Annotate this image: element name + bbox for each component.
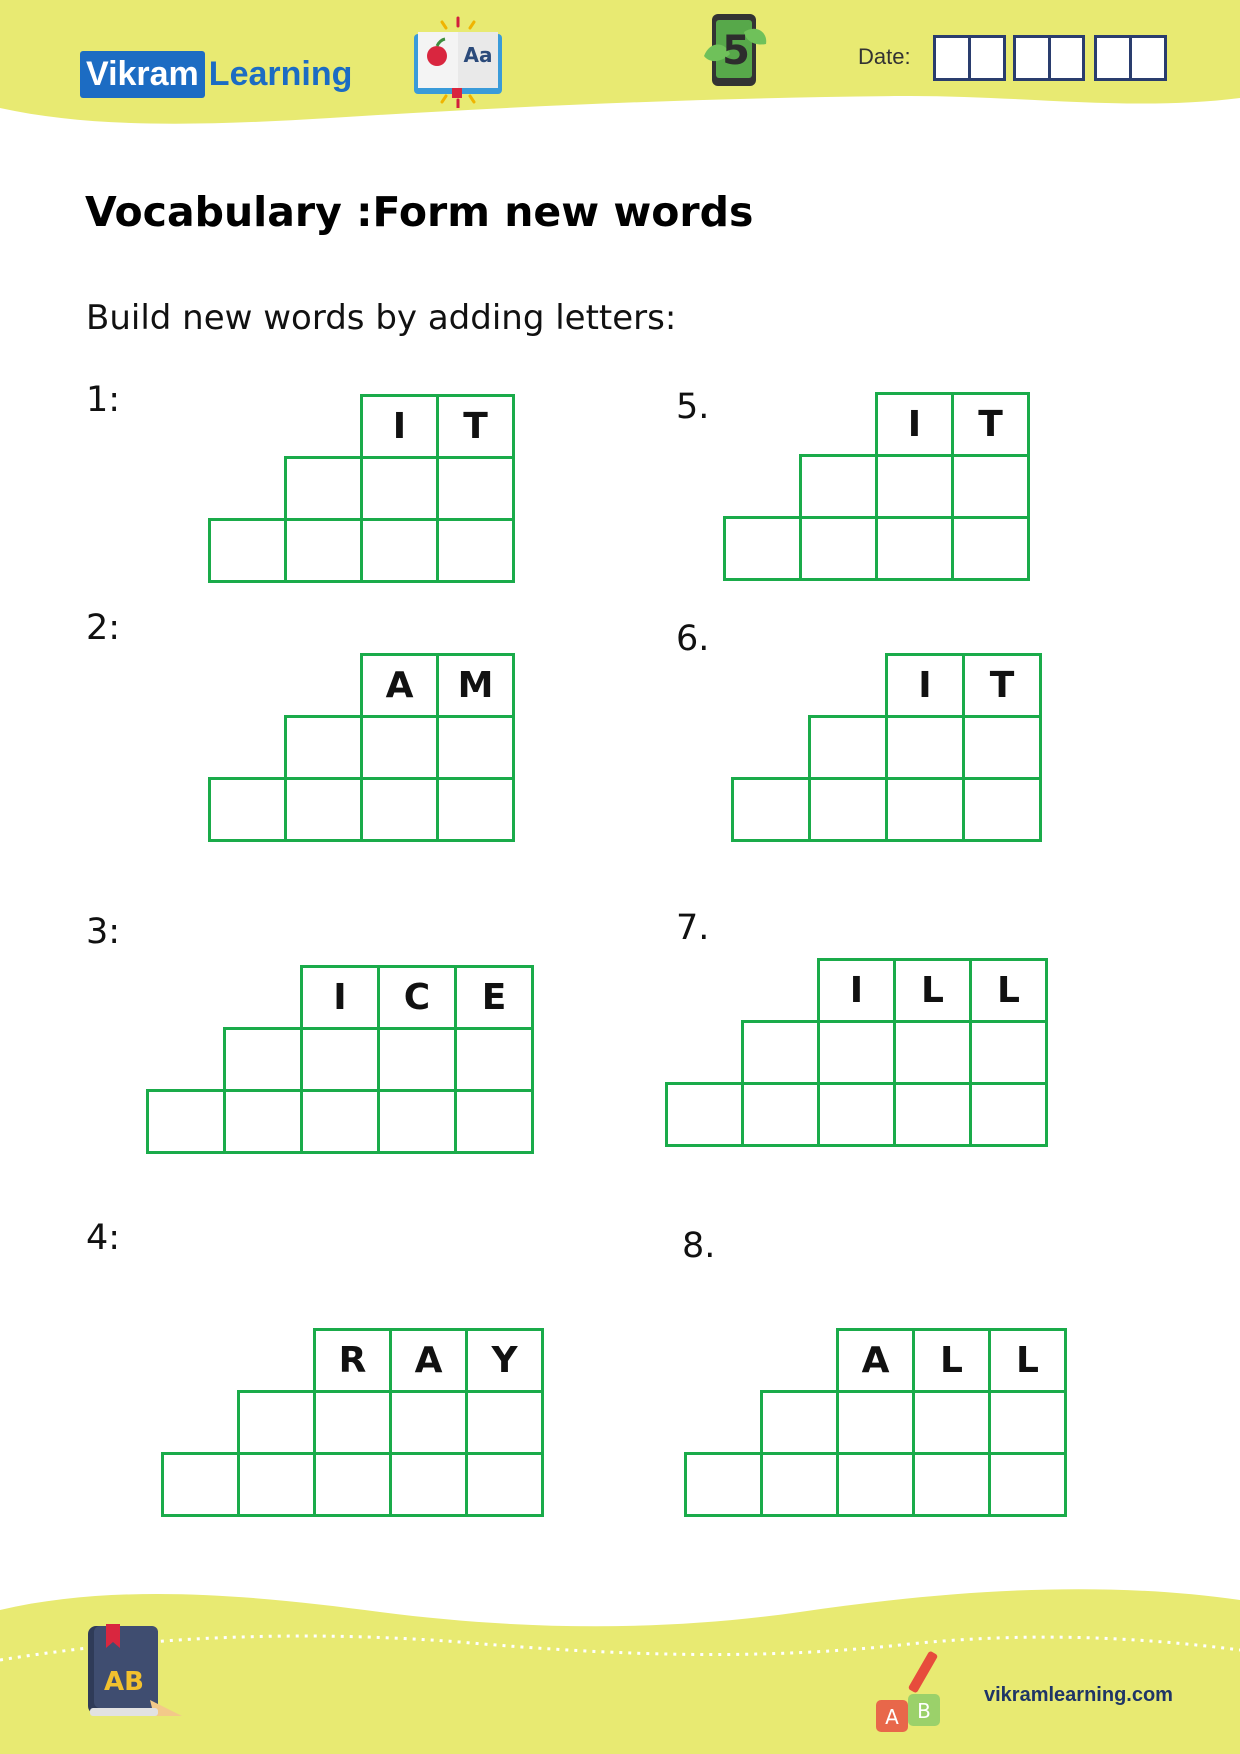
block-a-letter: A bbox=[885, 1705, 899, 1729]
brand-part2: Learning bbox=[208, 55, 353, 93]
q6-answer-cell[interactable] bbox=[962, 715, 1042, 780]
q4-answer-cell[interactable] bbox=[389, 1390, 468, 1455]
question-3-label: 3: bbox=[86, 912, 121, 952]
q7-answer-cell[interactable] bbox=[741, 1020, 820, 1085]
q2-answer-cell[interactable] bbox=[208, 777, 287, 842]
q6-answer-cell[interactable] bbox=[962, 777, 1042, 842]
book-ab-text: AB bbox=[104, 1667, 144, 1697]
question-1-label: 1: bbox=[86, 380, 121, 420]
q5-answer-cell[interactable] bbox=[875, 516, 954, 581]
q8-answer-cell[interactable] bbox=[988, 1390, 1067, 1455]
q4-answer-cell[interactable] bbox=[465, 1390, 544, 1455]
q3-answer-cell[interactable] bbox=[377, 1089, 457, 1154]
q8-answer-cell[interactable] bbox=[836, 1390, 915, 1455]
q6-answer-cell[interactable] bbox=[885, 777, 965, 842]
q4-answer-cell[interactable] bbox=[465, 1452, 544, 1517]
q1-answer-cell[interactable] bbox=[284, 456, 363, 521]
q4-answer-cell[interactable] bbox=[161, 1452, 240, 1517]
q8-answer-cell[interactable] bbox=[912, 1452, 991, 1517]
q2-answer-cell[interactable] bbox=[360, 777, 439, 842]
book-apple-icon bbox=[412, 16, 512, 108]
q5-answer-cell[interactable] bbox=[951, 454, 1030, 519]
q7-answer-cell[interactable] bbox=[817, 1020, 896, 1085]
q8-answer-cell[interactable] bbox=[912, 1390, 991, 1455]
question-7-label: 7. bbox=[676, 908, 710, 948]
q6-answer-cell[interactable] bbox=[731, 777, 811, 842]
q1-answer-cell[interactable] bbox=[436, 456, 515, 521]
website-link[interactable]: vikramlearning.com bbox=[984, 1684, 1173, 1706]
q7-answer-cell[interactable] bbox=[893, 1020, 972, 1085]
date-field-month[interactable] bbox=[1013, 35, 1085, 81]
question-4-label: 4: bbox=[86, 1218, 121, 1258]
q6-answer-cell[interactable] bbox=[885, 715, 965, 780]
q3-given-letter: C bbox=[377, 965, 457, 1030]
q7-answer-cell[interactable] bbox=[969, 1082, 1048, 1147]
q8-answer-cell[interactable] bbox=[836, 1452, 915, 1517]
brand-part1: Vikram bbox=[80, 51, 205, 98]
q5-answer-cell[interactable] bbox=[951, 516, 1030, 581]
q2-given-letter: A bbox=[360, 653, 439, 718]
q5-given-letter: T bbox=[951, 392, 1030, 457]
q7-answer-cell[interactable] bbox=[817, 1082, 896, 1147]
q7-given-letter: L bbox=[893, 958, 972, 1023]
q3-answer-cell[interactable] bbox=[300, 1027, 380, 1092]
q3-answer-cell[interactable] bbox=[146, 1089, 226, 1154]
page-title: Vocabulary :Form new words bbox=[85, 188, 754, 236]
q6-answer-cell[interactable] bbox=[808, 715, 888, 780]
q2-answer-cell[interactable] bbox=[436, 777, 515, 842]
question-8-label: 8. bbox=[682, 1226, 716, 1266]
ab-blocks-icon bbox=[874, 1648, 954, 1734]
q2-answer-cell[interactable] bbox=[360, 715, 439, 780]
book-ab-icon bbox=[84, 1620, 188, 1724]
q8-given-letter: L bbox=[988, 1328, 1067, 1393]
block-b-letter: B bbox=[917, 1699, 931, 1723]
q2-answer-cell[interactable] bbox=[284, 777, 363, 842]
q8-answer-cell[interactable] bbox=[684, 1452, 763, 1517]
q4-given-letter: R bbox=[313, 1328, 392, 1393]
q3-answer-cell[interactable] bbox=[454, 1089, 534, 1154]
q4-answer-cell[interactable] bbox=[389, 1452, 468, 1517]
q7-answer-cell[interactable] bbox=[665, 1082, 744, 1147]
question-2-label: 2: bbox=[86, 608, 121, 648]
q7-given-letter: I bbox=[817, 958, 896, 1023]
q6-given-letter: I bbox=[885, 653, 965, 718]
q4-answer-cell[interactable] bbox=[313, 1390, 392, 1455]
date-field-day[interactable] bbox=[933, 35, 1006, 81]
q1-answer-cell[interactable] bbox=[208, 518, 287, 583]
q3-answer-cell[interactable] bbox=[223, 1089, 303, 1154]
q7-given-letter: L bbox=[969, 958, 1048, 1023]
brand-logo bbox=[80, 51, 352, 98]
q3-answer-cell[interactable] bbox=[300, 1089, 380, 1154]
q1-given-letter: T bbox=[436, 394, 515, 459]
q5-answer-cell[interactable] bbox=[875, 454, 954, 519]
q1-given-letter: I bbox=[360, 394, 439, 459]
date-label: Date: bbox=[858, 44, 911, 69]
q2-answer-cell[interactable] bbox=[436, 715, 515, 780]
q4-answer-cell[interactable] bbox=[237, 1452, 316, 1517]
date-field-year[interactable] bbox=[1094, 35, 1167, 81]
q8-given-letter: L bbox=[912, 1328, 991, 1393]
grade-number: 5 bbox=[722, 28, 750, 74]
q6-answer-cell[interactable] bbox=[808, 777, 888, 842]
q8-answer-cell[interactable] bbox=[760, 1390, 839, 1455]
q7-answer-cell[interactable] bbox=[741, 1082, 820, 1147]
q5-answer-cell[interactable] bbox=[799, 454, 878, 519]
question-6-label: 6. bbox=[676, 619, 710, 659]
q8-answer-cell[interactable] bbox=[988, 1452, 1067, 1517]
q8-answer-cell[interactable] bbox=[760, 1452, 839, 1517]
q2-given-letter: M bbox=[436, 653, 515, 718]
q4-given-letter: Y bbox=[465, 1328, 544, 1393]
q4-answer-cell[interactable] bbox=[313, 1452, 392, 1517]
q3-given-letter: E bbox=[454, 965, 534, 1030]
q5-answer-cell[interactable] bbox=[799, 516, 878, 581]
q3-answer-cell[interactable] bbox=[377, 1027, 457, 1092]
q1-answer-cell[interactable] bbox=[360, 456, 439, 521]
q7-answer-cell[interactable] bbox=[893, 1082, 972, 1147]
q3-given-letter: I bbox=[300, 965, 380, 1030]
q2-answer-cell[interactable] bbox=[284, 715, 363, 780]
q1-answer-cell[interactable] bbox=[360, 518, 439, 583]
q3-answer-cell[interactable] bbox=[454, 1027, 534, 1092]
q1-answer-cell[interactable] bbox=[436, 518, 515, 583]
instruction-text: Build new words by adding letters: bbox=[86, 298, 677, 338]
book-icon-text: Aa bbox=[463, 43, 493, 67]
q8-given-letter: A bbox=[836, 1328, 915, 1393]
q5-given-letter: I bbox=[875, 392, 954, 457]
q4-answer-cell[interactable] bbox=[237, 1390, 316, 1455]
grade-badge-icon bbox=[700, 12, 772, 88]
question-5-label: 5. bbox=[676, 387, 710, 427]
q5-answer-cell[interactable] bbox=[723, 516, 802, 581]
q1-answer-cell[interactable] bbox=[284, 518, 363, 583]
q4-given-letter: A bbox=[389, 1328, 468, 1393]
q6-given-letter: T bbox=[962, 653, 1042, 718]
q7-answer-cell[interactable] bbox=[969, 1020, 1048, 1085]
q3-answer-cell[interactable] bbox=[223, 1027, 303, 1092]
